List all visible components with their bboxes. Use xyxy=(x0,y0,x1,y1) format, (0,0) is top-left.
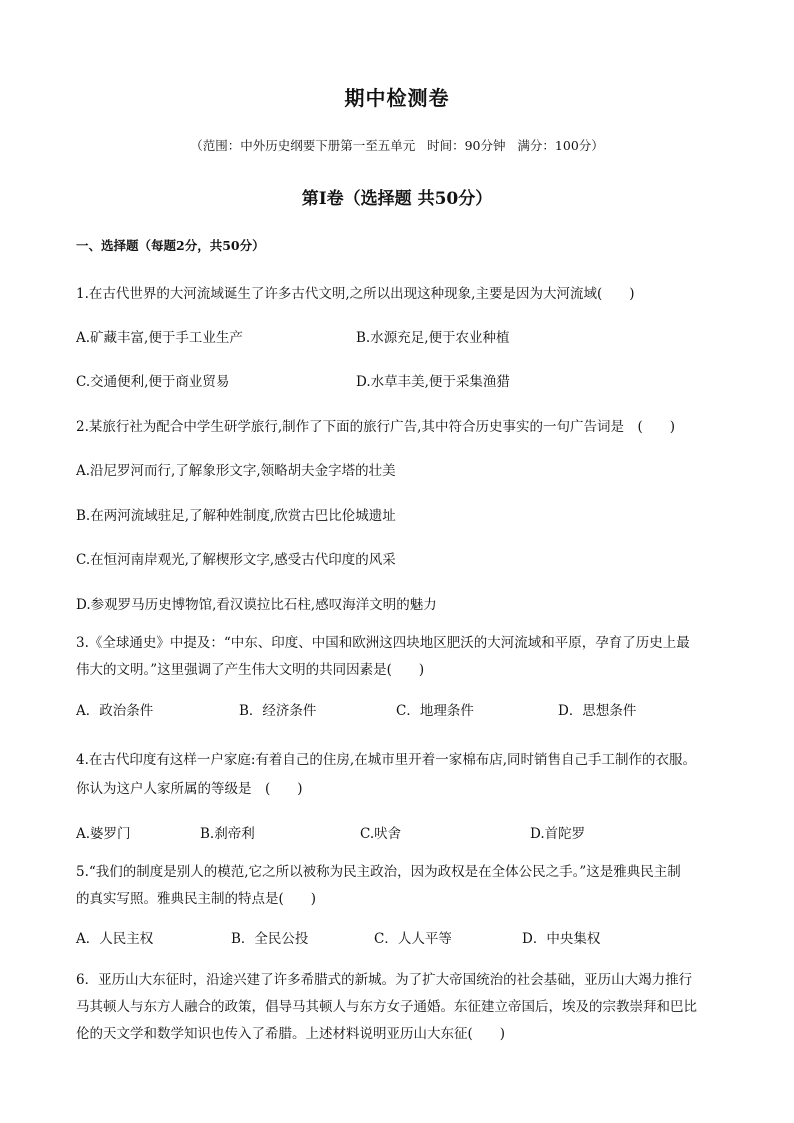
question-4-stem-line-1: 4.在古代印度有这样一户家庭:有着自己的住房,在城市里开着一家棉布店,同时销售自己手工制作的衣服。 xyxy=(76,752,697,768)
section-title: 一、选择题（每题2分，共50分） xyxy=(76,238,265,253)
question-3-stem-line-1: 3.《全球通史》中提及：“中东、印度、中国和欧洲这四块地区肥沃的大河流域和平原，孕育了历史上最 xyxy=(76,635,690,651)
question-5-option-a: A．人民主权 xyxy=(76,931,154,947)
question-4-option-d: D.首陀罗 xyxy=(530,826,586,842)
exam-title: 期中检测卷 xyxy=(344,86,450,110)
question-4-option-c: C.吠舍 xyxy=(360,826,402,842)
question-2-option-b: B.在两河流域驻足,了解种姓制度,欣赏古巴比伦城遗址 xyxy=(76,508,396,524)
question-2-option-d: D.参观罗马历史博物馆,看汉谟拉比石柱,感叹海洋文明的魅力 xyxy=(76,597,437,613)
question-6-stem-line-3: 伦的天文学和数学知识也传入了希腊。上述材料说明亚历山大东征( ) xyxy=(76,1026,506,1042)
question-1-option-c: C.交通便利,便于商业贸易 xyxy=(76,374,230,390)
question-6-stem-line-2: 马其顿人与东方人融合的政策，倡导马其顿人与东方女子通婚。东征建立帝国后，埃及的宗教崇拜和巴比 xyxy=(76,999,697,1015)
question-3-stem-line-2: 伟大的文明。”这里强调了产生伟大文明的共同因素是( ) xyxy=(76,662,425,678)
question-4-option-b: B.刹帝利 xyxy=(200,826,255,842)
question-4-option-a: A.婆罗门 xyxy=(76,826,131,842)
question-5-option-c: C．人人平等 xyxy=(374,931,452,947)
question-6-stem-line-1: 6．亚历山大东征时，沿途兴建了许多希腊式的新城。为了扩大帝国统治的社会基础，亚历山大竭力推行 xyxy=(76,972,693,988)
question-2-stem: 2.某旅行社为配合中学生研学旅行,制作了下面的旅行广告,其中符合历史事实的一句广告词是 ( ) xyxy=(76,419,675,435)
question-2-option-a: A.沿尼罗河而行,了解象形文字,领略胡夫金字塔的壮美 xyxy=(76,463,396,479)
question-5-stem-line-1: 5.“我们的制度是别人的模范,它之所以被称为民主政治，因为政权是在全体公民之手。”这是雅典民主制 xyxy=(76,864,681,880)
question-1-option-b: B.水源充足,便于农业种植 xyxy=(356,330,510,346)
question-1-stem: 1.在古代世界的大河流域诞生了许多古代文明,之所以出现这种现象,主要是因为大河流域( ) xyxy=(76,286,635,302)
question-5-option-b: B．全民公投 xyxy=(231,931,309,947)
question-3-option-d: D．思想条件 xyxy=(558,703,637,719)
question-3-option-b: B．经济条件 xyxy=(239,703,317,719)
question-5-option-d: D．中央集权 xyxy=(522,931,601,947)
question-1-option-d: D.水草丰美,便于采集渔猎 xyxy=(356,374,510,390)
exam-subtitle: （范围：中外历史纲要下册第一至五单元 时间：90分钟 满分：100分） xyxy=(190,138,604,153)
question-5-stem-line-2: 的真实写照。雅典民主制的特点是( ) xyxy=(76,891,317,907)
question-3-option-a: A．政治条件 xyxy=(76,703,154,719)
question-3-option-c: C．地理条件 xyxy=(396,703,474,719)
part-title: 第Ⅰ卷（选择题 共50分） xyxy=(301,189,493,209)
question-1-option-a: A.矿藏丰富,便于手工业生产 xyxy=(76,330,243,346)
question-4-stem-line-2: 你认为这户人家所属的等级是 ( ) xyxy=(76,781,303,797)
question-2-option-c: C.在恒河南岸观光,了解楔形文字,感受古代印度的风采 xyxy=(76,552,396,568)
